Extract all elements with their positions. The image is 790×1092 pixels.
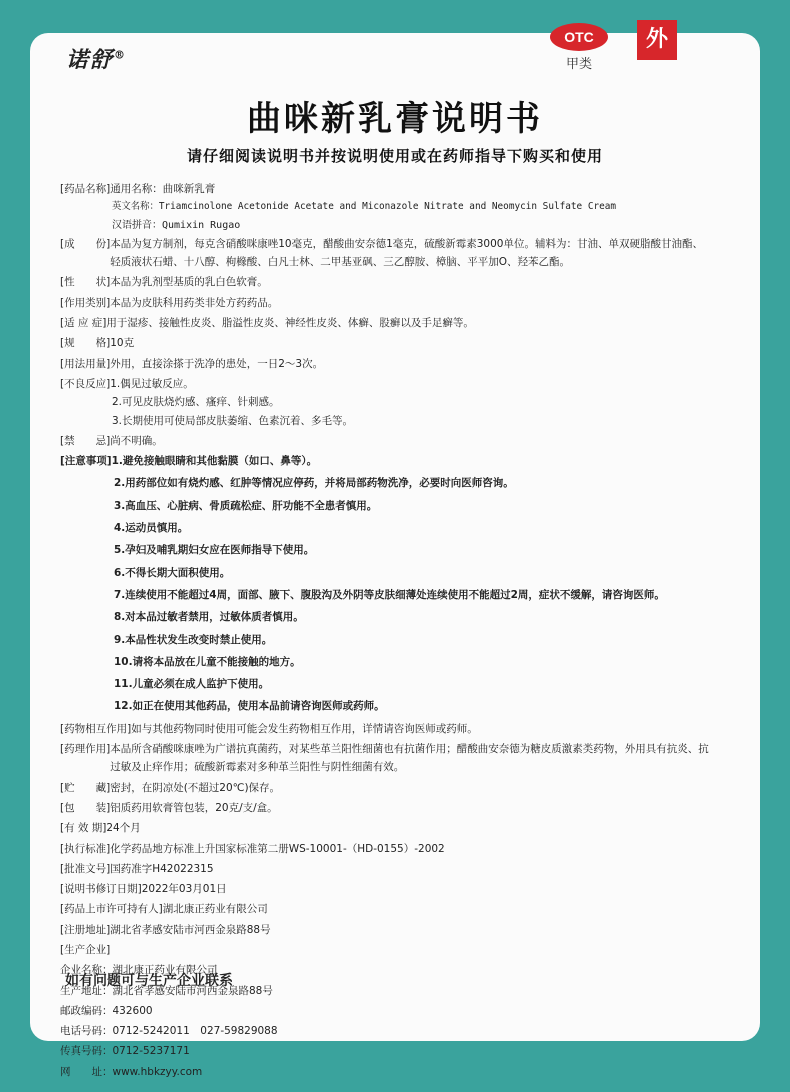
- pinyin-name: 汉语拼音：Qumixin Rugao: [112, 219, 241, 231]
- composition-label: [成 份]: [60, 237, 111, 250]
- precaution-item: 11.儿童必须在成人监护下使用。: [114, 678, 270, 691]
- precaution-item: 6.不得长期大面积使用。: [114, 566, 231, 579]
- external-use-badge: 外: [637, 20, 677, 60]
- appearance-text: 本品为乳剂型基质的乳白色软膏。: [110, 276, 268, 289]
- approval-row: [60, 860, 710, 878]
- category-text: 本品为皮肤科用药类非处方药药品。: [110, 296, 279, 309]
- english-name: 英文名称：Triamcinolone Acetonide Acetate and Miconazole Nitrate and Neomycin Sulfate Cream: [112, 201, 617, 213]
- adverse-label: [不良反应]: [60, 377, 111, 390]
- contraindications-text: 尚不明确。: [110, 434, 163, 447]
- composition-text: 本品为复方制剂，每克含硝酸咪康唑10毫克，醋酸曲安奈德1毫克，硫酸新霉素3000单位。辅料为：甘油、单双硬脂酸甘油酯、轻质液状石蜡、十八醇、枸橼酸、白凡士林、二甲基亚砜、三乙醇胺、樟脑、平平加O、羟苯乙酯。: [110, 237, 703, 269]
- adverse-item-1: 1.偶见过敏反应。: [110, 377, 194, 390]
- brand-name: 诺舒: [66, 47, 115, 73]
- precaution-item: 12.如正在使用其他药品，使用本品前请咨询医师或药师。: [114, 700, 385, 713]
- precaution-item: 5.孕妇及哺乳期妇女应在医师指导下使用。: [114, 544, 315, 557]
- brand-logo: [66, 43, 127, 74]
- otc-badge: [548, 23, 610, 72]
- indications-label: [适 应 症]: [60, 317, 107, 330]
- revision-label: [说明书修订日期]: [60, 883, 142, 896]
- manufacturer-web: 网 址：www.hbkzyy.com: [60, 1065, 203, 1078]
- precautions-section: [60, 452, 710, 716]
- precaution-item: 8.对本品过敏者禁用，过敏体质者慎用。: [114, 611, 304, 624]
- composition-row: [60, 235, 710, 272]
- precaution-item: 3.高血压、心脏病、骨质疏松症、肝功能不全患者慎用。: [114, 499, 378, 512]
- validity-text: 24个月: [106, 822, 141, 835]
- pharmacology-text: 本品所含硝酸咪康唑为广谱抗真菌药，对某些革兰阳性细菌也有抗菌作用；醋酸曲安奈德为糖皮质激素类药物，外用具有抗炎、抗过敏及止痒作用；硫酸新霉素对多种革兰阳性与阴性细菌有效。: [110, 743, 709, 774]
- interactions-label: [药物相互作用]: [60, 722, 132, 735]
- interactions-text: 如与其他药物同时使用可能会发生药物相互作用，详情请咨询医师或药师。: [131, 722, 478, 735]
- adverse-item-3: 3.长期使用可使局部皮肤萎缩、色素沉着、多毛等。: [112, 414, 354, 427]
- category-label: [作用类别]: [60, 296, 111, 309]
- contraindications-label: [禁 忌]: [60, 434, 111, 447]
- package-text: 铝质药用软膏管包装，20克/支/盒。: [110, 801, 278, 814]
- mah-row: [60, 900, 710, 918]
- precaution-item: 7.连续使用不能超过4周，面部、腋下、腹股沟及外阴等皮肤细薄处连续使用不能超过2周，症状不缓解，请咨询医师。: [114, 588, 665, 601]
- appearance-label: [性 状]: [60, 276, 111, 289]
- approval-text: 国药准字H42022315: [110, 862, 214, 875]
- contraindications-row: [60, 432, 710, 450]
- spec-label: [规 格]: [60, 337, 111, 350]
- reg-address-text: 湖北省孝感安陆市河西金泉路88号: [110, 923, 271, 936]
- manufacturer-postcode: 邮政编码：432600: [60, 1004, 153, 1017]
- manufacturer-name: 企业名称：湖北康正药业有限公司: [60, 964, 218, 977]
- dosage-text: 外用，直接涂搽于洗净的患处，一日2～3次。: [110, 357, 324, 370]
- validity-label: [有 效 期]: [60, 822, 107, 835]
- dosage-label: [用法用量]: [60, 357, 111, 370]
- revision-text: 2022年03月01日: [141, 883, 227, 896]
- otc-class: 甲类: [565, 57, 592, 72]
- storage-row: [60, 779, 710, 797]
- indications-row: [60, 314, 710, 332]
- spec-text: 10克: [110, 337, 135, 350]
- adverse-row: [60, 375, 710, 393]
- precaution-item: 4.运动员慎用。: [114, 522, 189, 535]
- precaution-item: 1.避免接触眼睛和其他黏膜（如口、鼻等）。: [111, 455, 318, 468]
- drug-name-row: [60, 180, 710, 198]
- storage-label: [贮 藏]: [60, 781, 111, 794]
- registered-mark: ®: [114, 48, 128, 62]
- revision-row: [60, 880, 710, 898]
- dosage-row: [60, 355, 710, 373]
- standard-row: [60, 840, 710, 858]
- spec-row: [60, 334, 710, 352]
- reg-address-row: [60, 921, 710, 939]
- manufacturer-phone: 电话号码：0712-5242011 027-59829088: [60, 1025, 278, 1038]
- footer-contact-note: 如有问题可与生产企业联系: [65, 973, 233, 989]
- reg-address-label: [注册地址]: [60, 923, 111, 936]
- page-title: 曲咪新乳膏说明书: [247, 99, 543, 139]
- storage-text: 密封，在阴凉处(不超过20℃)保存。: [110, 781, 281, 794]
- package-row: [60, 799, 710, 817]
- pharmacology-label: [药理作用]: [60, 743, 111, 756]
- standard-label: [执行标准]: [60, 842, 111, 855]
- precautions-row: [60, 452, 710, 470]
- category-row: [60, 294, 710, 312]
- precaution-item: 2.用药部位如有烧灼感、红肿等情况应停药，并将局部药物洗净，必要时向医师咨询。: [114, 477, 514, 490]
- precaution-item: 10.请将本品放在儿童不能接触的地方。: [114, 655, 301, 668]
- indications-text: 用于湿疹、接触性皮炎、脂溢性皮炎、神经性皮炎、体癣、股癣以及手足癣等。: [106, 317, 474, 330]
- precautions-label: [注意事项]: [60, 455, 112, 468]
- drug-name-label: [药品名称]: [60, 183, 111, 195]
- mah-label: [药品上市许可持有人]: [60, 903, 163, 916]
- approval-label: [批准文号]: [60, 862, 111, 875]
- package-label: [包 装]: [60, 801, 111, 814]
- generic-name: 通用名称：曲咪新乳膏: [110, 183, 216, 195]
- otc-oval: OTC: [550, 23, 608, 51]
- precaution-item: 9.本品性状发生改变时禁止使用。: [114, 633, 273, 646]
- manufacturer-address: 生产地址：湖北省孝感安陆市河西金泉路88号: [60, 984, 273, 997]
- interactions-row: [60, 720, 710, 738]
- leaflet-body: [60, 180, 710, 1083]
- standard-text: 化学药品地方标准上升国家标准第二册WS-10001-（HD-0155）-2002: [110, 842, 445, 855]
- adverse-item-2: 2.可见皮肤烧灼感、瘙痒、针刺感。: [112, 396, 280, 409]
- manufacturer-label: [生产企业]: [60, 943, 111, 956]
- appearance-row: [60, 273, 710, 291]
- pharmacology-row: [60, 740, 710, 777]
- validity-row: [60, 819, 710, 837]
- page-subtitle: 请仔细阅读说明书并按说明使用或在药师指导下购买和使用: [186, 147, 603, 165]
- mah-text: 湖北康正药业有限公司: [162, 903, 268, 916]
- manufacturer-fax: 传真号码：0712-5237171: [60, 1045, 190, 1058]
